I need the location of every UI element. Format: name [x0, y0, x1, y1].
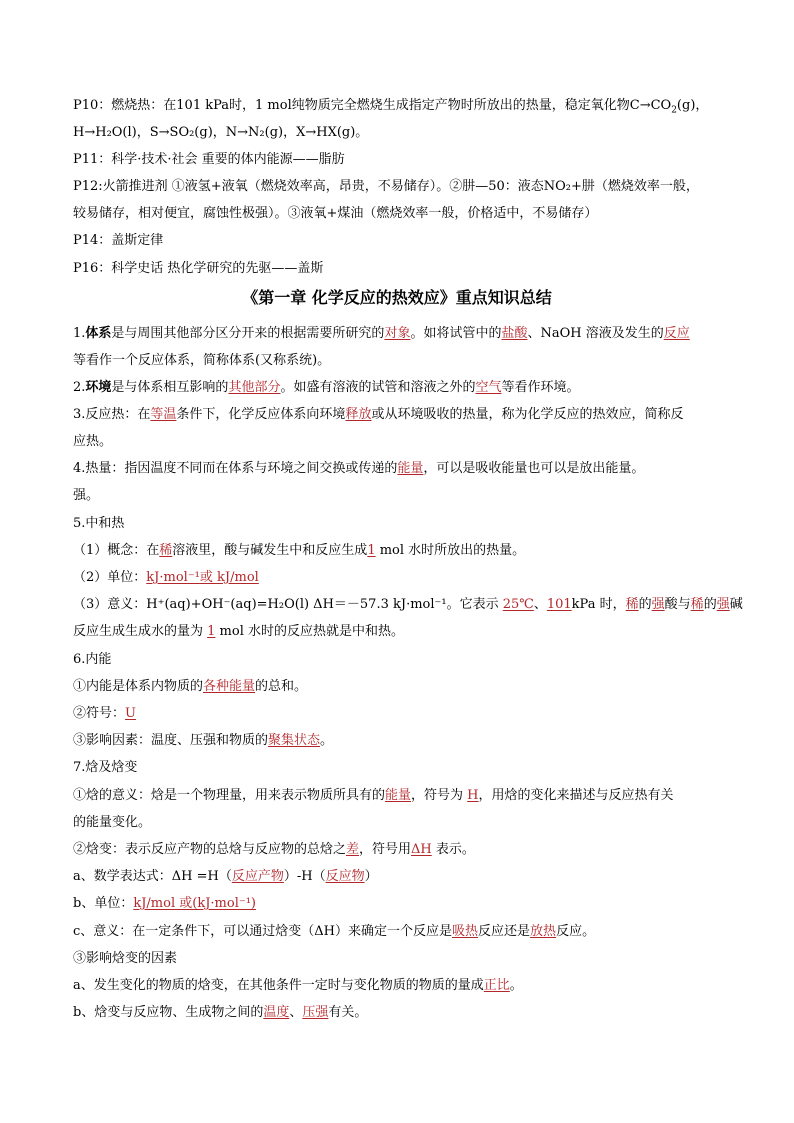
section-7-item3-b — [73, 1003, 733, 1022]
key-term: 温度 — [263, 1005, 290, 1020]
text: （1）概念：在 — [73, 543, 160, 558]
section-6-item2 — [73, 704, 733, 723]
key-term: 压强 — [302, 1005, 329, 1020]
text: 碱 — [729, 597, 743, 612]
text: (g)， — [676, 98, 709, 113]
key-term: 吸热 — [452, 924, 479, 939]
text: 、 — [533, 597, 547, 612]
text: ，可以是吸收能量也可以是放出能量。 — [423, 461, 645, 476]
text: b、单位： — [73, 896, 134, 911]
section-1-line2: 等看作一个反应体系，简称体系(又称系统)。 — [73, 353, 331, 368]
text: （3）意义：H⁺(aq)+OH⁻(aq)=H₂O(l) ΔH＝－57.3 kJ·mol⁻¹。它表示 — [73, 597, 503, 612]
section-5-meaning-line2 — [73, 622, 733, 641]
text: 、NaOH 溶液及发生的 — [527, 326, 664, 341]
section-7-item1-line2: 的能量变化。 — [73, 815, 152, 830]
text: 是与体系相互影响的 — [111, 380, 229, 395]
key-term: 各种能量 — [203, 679, 256, 694]
text: 4.热量：指因温度不同而在体系与环境之间交换或传递的 — [73, 461, 398, 476]
key-term: 其他部分 — [228, 380, 281, 395]
section-3-line2: 应热。 — [73, 434, 113, 449]
note-p16: P16：科学史话 热化学研究的先驱——盖斯 — [73, 261, 324, 276]
section-7-meaning — [73, 922, 733, 941]
text: ，符号为 — [411, 788, 468, 803]
key-term: kJ·mol⁻¹或 kJ/mol — [146, 570, 259, 585]
section-7-item3-heading: ③影响焓变的因素 — [73, 951, 178, 966]
text: ，用焓的变化来描述与反应热有关 — [478, 788, 674, 803]
text: a、数学表达式：ΔH =H（ — [73, 869, 232, 884]
key-term: 稀 — [625, 597, 639, 612]
text: 2. — [73, 380, 86, 395]
section-7-item3-a — [73, 976, 733, 995]
text: ②符号： — [73, 706, 126, 721]
text: c、意义：在一定条件下，可以通过焓变（ΔH）来确定一个反应是 — [73, 924, 453, 939]
text: 条件下，化学反应体系向环境 — [176, 407, 346, 422]
key-term: 反应产物 — [231, 869, 284, 884]
page-title: 《第一章 化学反应的热效应》重点知识总结 — [242, 288, 552, 307]
section-5-heading: 5.中和热 — [73, 516, 125, 531]
text: kPa 时， — [571, 597, 626, 612]
section-4-line1 — [73, 459, 733, 478]
key-term: 反应 — [663, 326, 690, 341]
text: 1. — [73, 326, 86, 341]
text: ）-H（ — [283, 869, 326, 884]
text: ③影响因素：温度、压强和物质的 — [73, 733, 269, 748]
key-term: 等温 — [150, 407, 177, 422]
key-term: 释放 — [345, 407, 372, 422]
section-5-meaning-line1 — [73, 595, 743, 614]
text: 的总和。 — [255, 679, 308, 694]
text: P10：燃烧热：在101 kPa时，1 mol纯物质完全燃烧生成指定产物时所放出的热量，稳定氧化物C→CO — [73, 98, 672, 113]
key-term: 空气 — [475, 380, 502, 395]
text: mol 水时的反应热就是中和热。 — [215, 624, 404, 639]
section-3-line1 — [73, 405, 733, 424]
section-7-heading: 7.焓及焓变 — [73, 760, 138, 775]
section-5-unit — [73, 568, 733, 587]
text: ，符号用 — [359, 842, 412, 857]
text: 的 — [703, 597, 717, 612]
text: ①焓的意义：焓是一个物理量，用来表示物质所具有的 — [73, 788, 386, 803]
key-term: 正比 — [483, 978, 510, 993]
key-term: 1 — [207, 624, 216, 639]
section-1-line1 — [73, 324, 733, 343]
text: 。如盛有溶液的试管和溶液之外的 — [280, 380, 476, 395]
text: ） — [364, 869, 378, 884]
key-term: 101 — [546, 597, 572, 612]
key-term: 能量 — [385, 788, 412, 803]
section-7-formula — [73, 867, 733, 886]
key-term: 放热 — [530, 924, 557, 939]
text: 有关。 — [328, 1005, 368, 1020]
key-term: 强 — [651, 597, 665, 612]
text: mol 水时所放出的热量。 — [375, 543, 526, 558]
section-4-line2: 强。 — [73, 488, 100, 503]
section-6-item1 — [73, 677, 733, 696]
text: a、发生变化的物质的焓变，在其他条件一定时与变化物质的物质的量成 — [73, 978, 484, 993]
text: ②焓变：表示反应产物的总焓与反应物的总焓之 — [73, 842, 347, 857]
section-7-item2 — [73, 840, 733, 859]
key-term: 反应物 — [325, 869, 365, 884]
key-term: 1 — [367, 543, 376, 558]
note-p10-line1 — [73, 96, 733, 115]
note-p11: P11：科学·技术·社会 重要的体内能源——脂肪 — [73, 152, 345, 167]
text: 是与周围其他部分区分开来的根据需要所研究的 — [111, 326, 385, 341]
text: 溶液里，酸与碱发生中和反应生成 — [172, 543, 368, 558]
key-term: 强 — [716, 597, 730, 612]
text: （2）单位： — [73, 570, 147, 585]
key-term: U — [125, 706, 136, 721]
text: 。如将试管中的 — [410, 326, 502, 341]
section-5-concept — [73, 541, 733, 560]
note-p12-line1: P12:火箭推进剂 ①液氢+液氧（燃烧效率高，昂贵，不易储存）。②肼—50：液态NO₂+肼（燃烧效率一般， — [73, 179, 699, 194]
note-p14: P14：盖斯定律 — [73, 233, 164, 248]
key-term: 对象 — [384, 326, 411, 341]
section-6-item3 — [73, 731, 733, 750]
text: 。 — [320, 733, 334, 748]
key-term: 能量 — [397, 461, 424, 476]
key-term: 稀 — [690, 597, 704, 612]
key-term: kJ/mol 或(kJ·mol⁻¹) — [133, 896, 256, 911]
text: 酸与 — [664, 597, 691, 612]
key-term: 稀 — [159, 543, 173, 558]
text: 。 — [509, 978, 523, 993]
text: 反应还是 — [478, 924, 531, 939]
section-7-unit — [73, 894, 733, 913]
text: b、焓变与反应物、生成物之间的 — [73, 1005, 264, 1020]
text: 的 — [638, 597, 652, 612]
subscript: 2 — [671, 105, 677, 116]
text: 、 — [289, 1005, 303, 1020]
key-term: 聚集状态 — [268, 733, 321, 748]
section-7-item1-line1 — [73, 786, 733, 805]
text: 表示。 — [431, 842, 475, 857]
key-term: 25℃ — [502, 597, 534, 612]
key-term: 差 — [346, 842, 360, 857]
section-6-heading: 6.内能 — [73, 652, 112, 667]
key-term: H — [467, 788, 479, 803]
text: 等看作环境。 — [501, 380, 580, 395]
text: 3.反应热：在 — [73, 407, 151, 422]
note-p10-line2: H→H₂O(l)，S→SO₂(g)，N→N₂(g)，X→HX(g)。 — [73, 125, 369, 140]
keyword: 体系 — [85, 326, 112, 341]
text: ①内能是体系内物质的 — [73, 679, 204, 694]
section-2 — [73, 378, 733, 397]
key-term: ΔH — [411, 842, 432, 857]
text: 或从环境吸收的热量，称为化学反应的热效应，简称反 — [371, 407, 684, 422]
key-term: 盐酸 — [501, 326, 528, 341]
note-p12-line2: 较易储存，相对便宜，腐蚀性极强）。③液氧+煤油（燃烧效率一般，价格适中，不易储存） — [73, 206, 598, 221]
keyword: 环境 — [85, 380, 112, 395]
text: 反应。 — [556, 924, 596, 939]
text: 反应生成生成水的量为 — [73, 624, 208, 639]
